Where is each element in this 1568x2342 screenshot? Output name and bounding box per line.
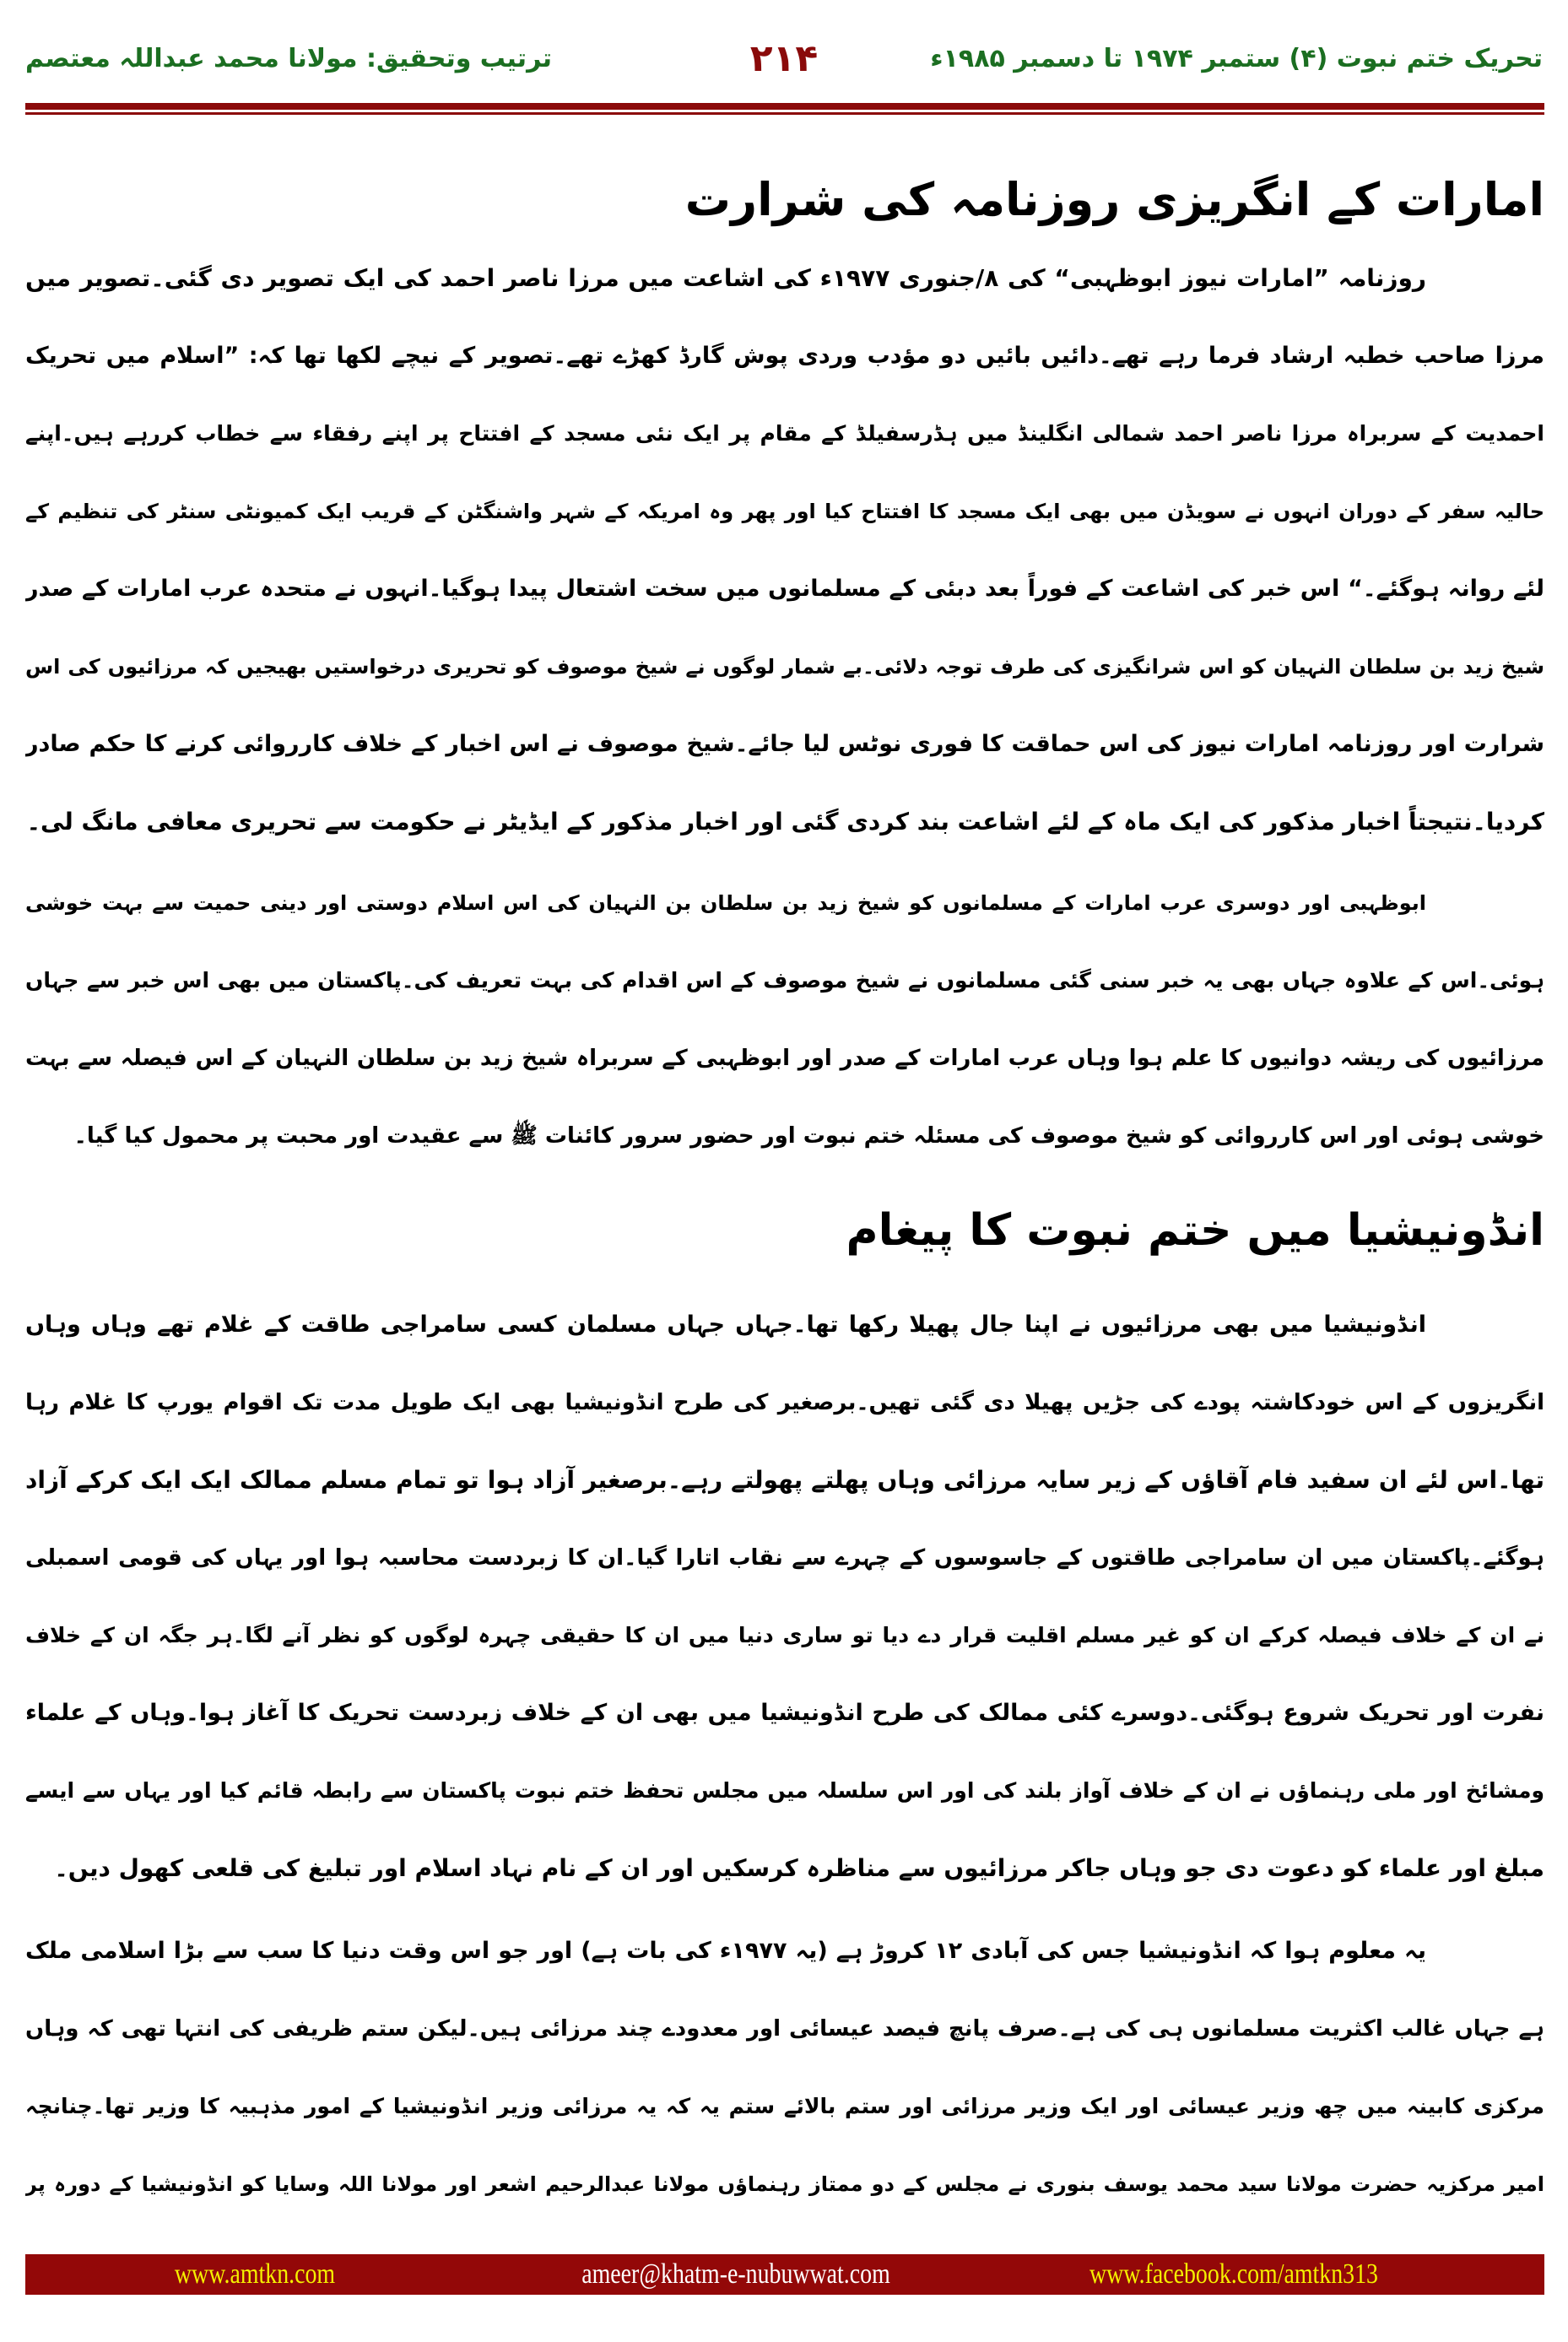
text-line: لئے روانہ ہوگئے۔“ اس خبر کی اشاعت کے فوراً بعد دبئی کے مسلمانوں میں سخت اشتعال پیدا ہوگیا۔انہوں نے متحدہ عرب امارات کے صدر [25, 576, 1544, 602]
text-line: خوشی ہوئی اور اس کارروائی کو شیخ موصوف کی مسئلہ ختم نبوت اور حضور سرور کائنات ﷺ سے عقیدت اور محبت پر محمول کیا گیا۔ [73, 1123, 1544, 1149]
paragraph [25, 1912, 1544, 2223]
text-line: تھا۔اس لئے ان سفید فام آقاؤں کے زیر سایہ مرزائی وہاں پھلتے پھولتے رہے۔برصغیر آزاد ہوا تو تمام مسلم ممالک ایک ایک کرکے آزاد [25, 1466, 1544, 1494]
text-line: نفرت اور تحریک شروع ہوگئی۔دوسرے کئی ممالک کی طرح انڈونیشیا میں بھی ان کے خلاف زبردست تحریک کا آغاز ہوا۔وہاں کے علماء [25, 1700, 1544, 1726]
book-title: تحریک ختم نبوت (۴) ستمبر ۱۹۷۴ تا دسمبر ۱۹۸۵ء [930, 44, 1543, 73]
section-heading: انڈونیشیا میں ختم نبوت کا پیغام [846, 1205, 1544, 1256]
article-body [25, 160, 1544, 2223]
website-link[interactable]: www.amtkn.com [174, 2258, 336, 2290]
header-divider [25, 103, 1544, 110]
header-divider-thin [25, 112, 1544, 115]
text-line: کردیا۔نتیجتاً اخبار مذکور کی ایک ماہ کے لئے اشاعت بند کردی گئی اور اخبار مذکور کے ایڈیٹر نے حکومت سے تحریری معافی مانگ لی۔ [26, 808, 1544, 836]
facebook-link[interactable]: www.facebook.com/amtkn313 [1089, 2258, 1378, 2290]
paragraph [25, 240, 1544, 861]
text-line: ابوظہبی اور دوسری عرب امارات کے مسلمانوں کو شیخ زید بن سلطان بن النہیان کی اس اسلام دوستی اور دینی حمیت سے بہت خوشی [25, 891, 1426, 915]
text-line: یہ معلوم ہوا کہ انڈونیشیا جس کی آبادی ۱۲ کروڑ ہے (یہ ۱۹۷۷ء کی بات ہے) اور جو اس وقت دنیا کا سب سے بڑا اسلامی ملک [25, 1938, 1426, 1964]
paragraph [25, 864, 1544, 1175]
section-heading: امارات کے انگریزی روزنامہ کی شرارت [684, 173, 1544, 226]
page-number: ۲۱۴ [749, 37, 819, 80]
text-line: ہوگئے۔پاکستان میں ان سامراجی طاقتوں کے جاسوسوں کے چہرے سے نقاب اتارا گیا۔ان کا زبردست محاسبہ ہوا اور یہاں کی قومی اسمبلی [25, 1545, 1544, 1571]
text-line: انگریزوں کے اس خودکاشتہ پودے کی جڑیں پھیلا دی گئی تھیں۔برصغیر کی طرح انڈونیشیا بھی ایک طویل مدت تک اقوام یورپ کا غلام رہا [25, 1390, 1544, 1415]
text-line: ومشائخ اور ملی رہنماؤں نے ان کے خلاف آواز بلند کی اور اس سلسلہ میں مجلس تحفظ ختم نبوت پاکستان سے رابطہ قائم کیا اور یہاں سے ایسے [25, 1778, 1544, 1803]
text-line: احمدیت کے سربراہ مرزا ناصر احمد شمالی انگلینڈ میں ہڈرسفیلڈ کے مقام پر ایک نئی مسجد کے افتتاح پر اپنے رفقاء سے خطاب کررہے ہیں۔اپنے [25, 421, 1544, 446]
text-line: امیر مرکزیہ حضرت مولانا سید محمد یوسف بنوری نے مجلس کے دو ممتاز رہنماؤں مولانا عبدالرحیم اشعر اور مولانا اللہ وسایا کو انڈونیشیا کے دورہ پر [25, 2172, 1544, 2196]
text-line: مبلغ اور علماء کو دعوت دی جو وہاں جاکر مرزائیوں سے مناظرہ کرسکیں اور ان کے نام نہاد اسلام اور تبلیغ کی قلعی کھول دیں۔ [54, 1854, 1544, 1882]
email-link[interactable]: ameer@khatm-e-nubuwwat.com [581, 2258, 890, 2290]
footer-bar [25, 2254, 1544, 2295]
text-line: شرارت اور روزنامہ امارات نیوز کی اس حماقت کا فوری نوٹس لیا جائے۔شیخ موصوف نے اس اخبار کے خلاف کارروائی کرنے کا حکم صادر [25, 731, 1544, 757]
paragraph [25, 1286, 1544, 1907]
text-line: مرکزی کابینہ میں چھ وزیر عیسائی اور ایک وزیر مرزائی اور ستم بالائے ستم یہ کہ یہ مرزائی وزیر انڈونیشیا کے امور مذہبیہ کا وزیر تھا۔چنانچہ [25, 2094, 1544, 2118]
text-line: ہوئی۔اس کے علاوہ جہاں بھی یہ خبر سنی گئی مسلمانوں نے شیخ موصوف کے اس اقدام کی بہت تعریف کی۔پاکستان میں بھی اس خبر سے جہاں [25, 968, 1544, 993]
compiler-credit: ترتیب وتحقیق: مولانا محمد عبداللہ معتصم [25, 44, 552, 73]
text-line: مرزا صاحب خطبہ ارشاد فرما رہے تھے۔دائیں بائیں دو مؤدب وردی پوش گارڈ کھڑے تھے۔تصویر کے نیچے لکھا تھا کہ: ”اسلام میں تحریک [25, 343, 1544, 369]
text-line: شیخ زید بن سلطان النہیان کو اس شرانگیزی کی طرف توجہ دلائی۔بے شمار لوگوں نے شیخ موصوف کو تحریری درخواستیں بھیجیں کہ مرزائیوں کی اس [25, 655, 1544, 679]
text-line: حالیہ سفر کے دوران انہوں نے سویڈن میں بھی ایک مسجد کا افتتاح کیا اور پھر وہ امریکہ کے شہر واشنگٹن کے قریب ایک کمیونٹی سنٹر کی تنظیم کے [25, 500, 1544, 523]
text-line: نے ان کے خلاف فیصلہ کرکے ان کو غیر مسلم اقلیت قرار دے دیا تو ساری دنیا میں ان کا حقیقی چہرہ لوگوں کو نظر آنے لگا۔ہر جگہ ان کے خلاف [25, 1623, 1544, 1647]
text-line: انڈونیشیا میں بھی مرزائیوں نے اپنا جال پھیلا رکھا تھا۔جہاں جہاں مسلمان کسی سامراجی طاقت کے غلام تھے وہاں وہاں [25, 1312, 1426, 1338]
text-line: روزنامہ ”امارات نیوز ابوظہبی“ کی ۸/جنوری ۱۹۷۷ء کی اشاعت میں مرزا ناصر احمد کی ایک تصویر دی گئی۔تصویر میں [25, 264, 1426, 292]
text-line: مرزائیوں کی ریشہ دوانیوں کا علم ہوا وہاں عرب امارات کے صدر اور ابوظہبی کے سربراہ شیخ زید بن سلطان النہیان کے اس فیصلہ سے بہت [25, 1046, 1544, 1071]
text-line: ہے جہاں غالب اکثریت مسلمانوں ہی کی ہے۔صرف پانچ فیصد عیسائی اور معدودے چند مرزائی ہیں۔لیکن ستم ظریفی کی انتہا تھی کہ وہاں [25, 2016, 1544, 2042]
